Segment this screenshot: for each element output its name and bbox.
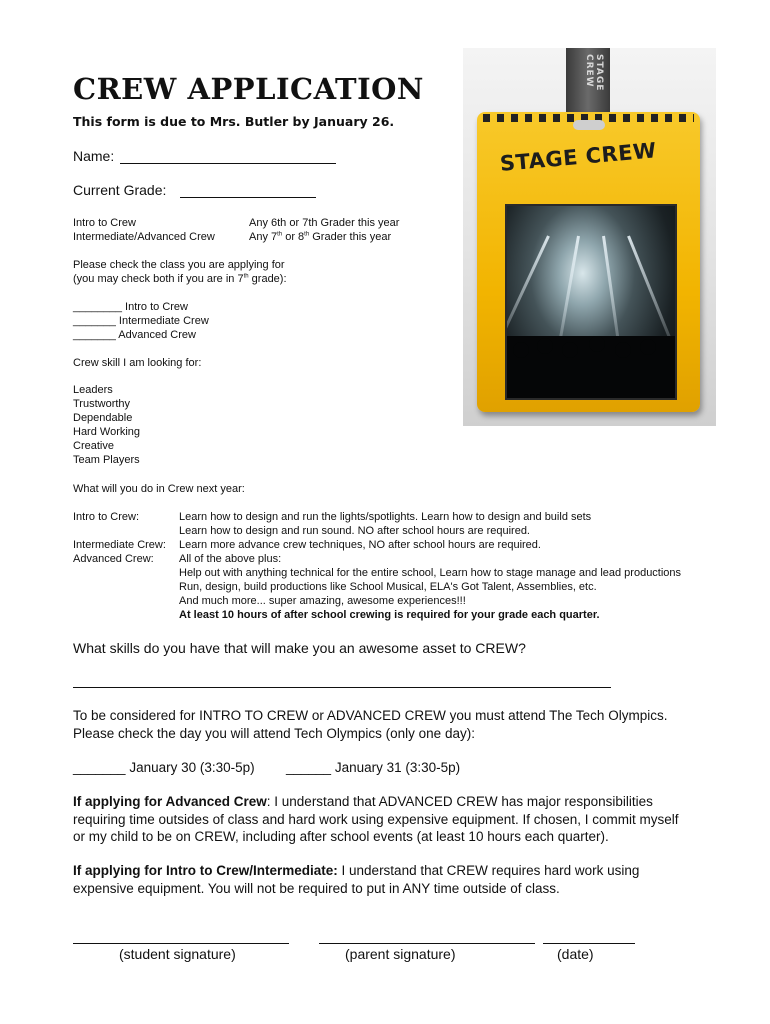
next-year-heading: What will you do in Crew next year:: [73, 483, 245, 495]
intro-agreement: If applying for Intro to Crew/Intermediate: I understand that CREW requires hard work using expensive equipment. You will not be required to put in ANY time outside of class.: [73, 863, 640, 896]
advanced-agreement: If applying for Advanced Crew: I understand that ADVANCED CREW has major responsibilities requiring time outsides of class and hard work using expensive equipment. If chosen, I commit myself or my child to be on CREW, including after school events (at least 10 hours each quarter).: [73, 794, 679, 844]
name-label: Name:: [73, 148, 115, 164]
lanyard-text: STAGE CREW: [584, 54, 604, 92]
checkbox-intro[interactable]: ________ Intro to Crew: [73, 301, 188, 313]
class-name-advanced: Intermediate/Advanced Crew: [73, 231, 215, 243]
olympics-instruction: To be considered for INTRO TO CREW or ADVANCED CREW you must attend The Tech Olympics.: [73, 708, 668, 723]
crowd-head: [513, 342, 529, 358]
skills-question: What skills do you have that will make you an awesome asset to CREW?: [73, 640, 526, 656]
grade-field[interactable]: [180, 197, 316, 198]
parent-signature-field[interactable]: [319, 943, 535, 944]
olympics-day-instruction: Please check the day you will attend Tech Olympics (only one day):: [73, 726, 475, 741]
crowd-head: [589, 336, 605, 352]
skill-item: Trustworthy: [73, 398, 131, 410]
duty-line: Learn how to design and run the lights/spotlights. Learn how to design and build sets: [179, 511, 592, 523]
concert-photo: [505, 204, 677, 400]
crowd-head: [640, 339, 656, 355]
skill-item: Team Players: [73, 454, 140, 466]
date-field[interactable]: [543, 943, 635, 944]
check-instruction: Please check the class you are applying for: [73, 259, 285, 271]
student-signature-field[interactable]: [73, 943, 289, 944]
page-title: CREW APPLICATION: [73, 72, 424, 106]
duty-line: Learn more advance crew techniques, NO after school hours are required.: [179, 539, 541, 551]
grade-label: Current Grade:: [73, 182, 167, 198]
class-eligibility-intro: Any 6th or 7th Grader this year: [249, 217, 400, 229]
checkbox-intermediate[interactable]: _______ Intermediate Crew: [73, 315, 209, 327]
name-field[interactable]: [120, 163, 336, 164]
class-name-intro: Intro to Crew: [73, 217, 136, 229]
student-signature-label: (student signature): [119, 946, 236, 962]
checkbox-advanced[interactable]: _______ Advanced Crew: [73, 329, 196, 341]
duty-line: Learn how to design and run sound. NO after school hours are required.: [179, 525, 530, 537]
due-date-note: This form is due to Mrs. Butler by January 26.: [73, 114, 395, 129]
duty-label-advanced: Advanced Crew:: [73, 553, 154, 565]
day-option-jan30[interactable]: _______ January 30 (3:30-5p): [73, 760, 255, 775]
skill-item: Leaders: [73, 384, 113, 396]
class-eligibility-advanced: Any 7th or 8th Grader this year: [249, 231, 392, 243]
duty-line: Run, design, build productions like School Musical, ELA's Got Talent, Assemblies, etc.: [179, 581, 597, 593]
duty-label-intro: Intro to Crew:: [73, 511, 140, 523]
skill-item: Hard Working: [73, 426, 141, 438]
crowd-head: [537, 338, 553, 354]
parent-signature-label: (parent signature): [345, 946, 456, 962]
stage-crew-badge-image: [463, 48, 716, 426]
date-label: (date): [557, 946, 594, 962]
badge-slot: [573, 120, 605, 130]
duty-line: And much more... super amazing, awesome experiences!!!: [179, 595, 466, 607]
badge-title: STAGE CREW: [499, 138, 658, 176]
duty-line: All of the above plus:: [179, 553, 282, 565]
skill-item: Dependable: [73, 412, 133, 424]
skills-answer-field[interactable]: [73, 687, 611, 688]
crowd-head: [615, 342, 631, 358]
skill-item: Creative: [73, 440, 114, 452]
day-option-jan31[interactable]: ______ January 31 (3:30-5p): [286, 760, 461, 775]
badge-card: [477, 112, 700, 412]
lanyard: [566, 48, 610, 122]
skills-heading: Crew skill I am looking for:: [73, 357, 202, 369]
duty-label-intermediate: Intermediate Crew:: [73, 539, 166, 551]
hours-requirement: At least 10 hours of after school crewing is required for your grade each quarter.: [179, 609, 600, 621]
duty-line: Help out with anything technical for the entire school, Learn how to stage manage and lead productions: [179, 567, 682, 579]
crowd-head: [562, 342, 578, 358]
check-instruction-note: (you may check both if you are in 7th grade):: [73, 273, 287, 285]
